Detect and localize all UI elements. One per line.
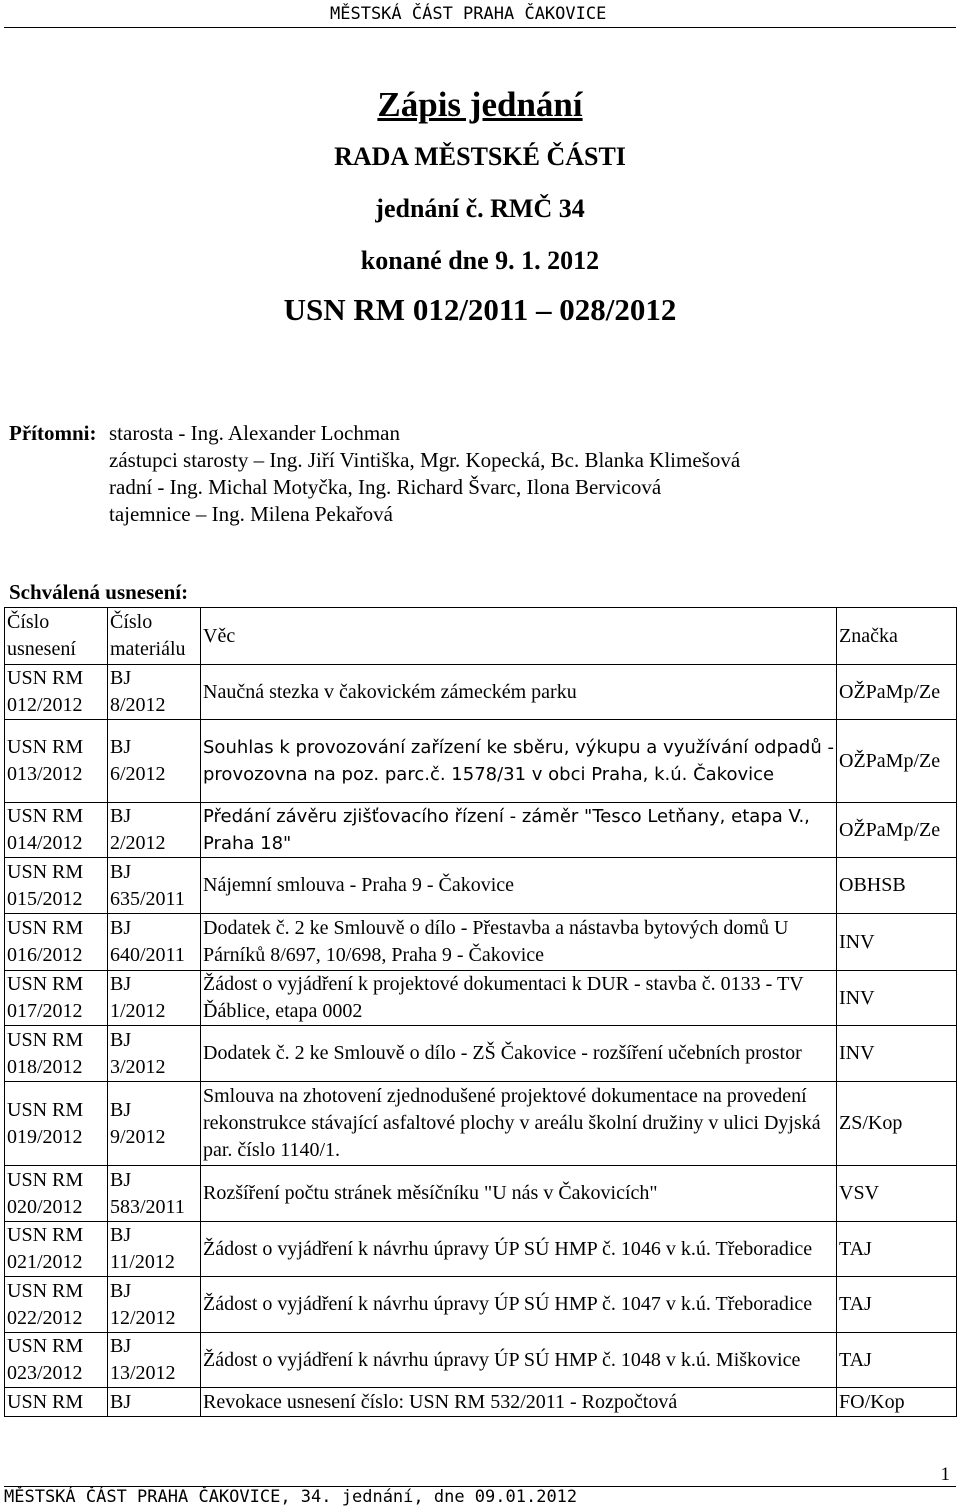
table-row bbox=[5, 1082, 957, 1166]
present-secretary: tajemnice – Ing. Milena Pekařová bbox=[109, 502, 393, 526]
header-subject: Věc bbox=[201, 608, 837, 665]
mark-cell: OŽPaMp/Ze bbox=[837, 720, 957, 803]
subject-cell: Dodatek č. 2 ke Smlouvě o dílo - Přestavba a nástavba bytových domů U Párníků 8/697, 10/698, Praha 9 - Čakovice bbox=[201, 914, 837, 971]
resolution-number-cell: USN RM 012/2012 bbox=[5, 665, 108, 720]
material-number-cell: BJ 9/2012 bbox=[108, 1082, 201, 1166]
header-material-number: Číslo materiálu bbox=[108, 608, 201, 665]
subject-cell: Nájemní smlouva - Praha 9 - Čakovice bbox=[201, 858, 837, 914]
resolution-number-cell: USN RM 013/2012 bbox=[5, 720, 108, 803]
material-number-cell: BJ 1/2012 bbox=[108, 971, 201, 1026]
footer-text: MĚSTSKÁ ČÁST PRAHA ČAKOVICE, 34. jednání, dne 09.01.2012 bbox=[4, 1487, 578, 1507]
table-row bbox=[5, 720, 957, 803]
present-mayor: starosta - Ing. Alexander Lochman bbox=[109, 421, 400, 445]
subject-cell: Naučná stezka v čakovickém zámeckém parku bbox=[201, 665, 837, 720]
subject-cell: Žádost o vyjádření k návrhu úpravy ÚP SÚ HMP č. 1047 v k.ú. Třeboradice bbox=[201, 1277, 837, 1333]
resolution-number-cell: USN RM 023/2012 bbox=[5, 1333, 108, 1388]
table-row bbox=[5, 1026, 957, 1082]
mark-cell: INV bbox=[837, 1026, 957, 1082]
mark-cell: TAJ bbox=[837, 1277, 957, 1333]
table-row bbox=[5, 858, 957, 914]
header-text: MĚSTSKÁ ČÁST PRAHA ČAKOVICE bbox=[330, 4, 607, 24]
table-row bbox=[5, 914, 957, 971]
mark-cell: OŽPaMp/Ze bbox=[837, 665, 957, 720]
mark-cell: TAJ bbox=[837, 1333, 957, 1388]
meeting-date: konané dne 9. 1. 2012 bbox=[360, 246, 600, 275]
subject-cell: Souhlas k provozování zařízení ke sběru, výkupu a využívání odpadů - provozovna na poz. parc.č. 1578/31 v obci Praha, k.ú. Čakovice bbox=[201, 720, 837, 803]
table-row bbox=[5, 1222, 957, 1277]
table-row bbox=[5, 665, 957, 720]
section-title: Schválená usnesení: bbox=[9, 580, 189, 604]
present-label: Přítomni: bbox=[9, 421, 97, 445]
resolution-range: USN RM 012/2011 – 028/2012 bbox=[283, 292, 677, 327]
material-number-cell: BJ bbox=[108, 1388, 201, 1417]
material-number-cell: BJ 635/2011 bbox=[108, 858, 201, 914]
present-councillors: radní - Ing. Michal Motyčka, Ing. Richard Švarc, Ilona Bervicová bbox=[109, 475, 662, 499]
table-header-row bbox=[5, 608, 957, 665]
material-number-cell: BJ 3/2012 bbox=[108, 1026, 201, 1082]
material-number-cell: BJ 12/2012 bbox=[108, 1277, 201, 1333]
resolution-number-cell: USN RM 021/2012 bbox=[5, 1222, 108, 1277]
table-row bbox=[5, 803, 957, 858]
header-rule bbox=[4, 27, 956, 28]
subject-cell: Předání závěru zjišťovacího řízení - záměr "Tesco Letňany, etapa V., Praha 18" bbox=[201, 803, 837, 858]
resolution-number-cell: USN RM 019/2012 bbox=[5, 1082, 108, 1166]
resolution-number-cell: USN RM 015/2012 bbox=[5, 858, 108, 914]
mark-cell: OBHSB bbox=[837, 858, 957, 914]
subject-cell: Revokace usnesení číslo: USN RM 532/2011 - Rozpočtová bbox=[201, 1388, 837, 1417]
material-number-cell: BJ 8/2012 bbox=[108, 665, 201, 720]
header-mark: Značka bbox=[837, 608, 957, 665]
material-number-cell: BJ 583/2011 bbox=[108, 1166, 201, 1222]
subject-cell: Žádost o vyjádření k návrhu úpravy ÚP SÚ HMP č. 1048 v k.ú. Miškovice bbox=[201, 1333, 837, 1388]
mark-cell: FO/Kop bbox=[837, 1388, 957, 1417]
resolution-number-cell: USN RM 017/2012 bbox=[5, 971, 108, 1026]
resolutions-table bbox=[4, 607, 957, 1417]
resolution-number-cell: USN RM 014/2012 bbox=[5, 803, 108, 858]
mark-cell: VSV bbox=[837, 1166, 957, 1222]
table-row bbox=[5, 1277, 957, 1333]
meeting-number: jednání č. RMČ 34 bbox=[375, 194, 585, 223]
council-name: RADA MĚSTSKÉ ČÁSTI bbox=[334, 142, 626, 171]
page-header bbox=[0, 0, 960, 28]
subject-cell: Žádost o vyjádření k návrhu úpravy ÚP SÚ HMP č. 1046 v k.ú. Třeboradice bbox=[201, 1222, 837, 1277]
resolution-number-cell: USN RM 016/2012 bbox=[5, 914, 108, 971]
mark-cell: INV bbox=[837, 914, 957, 971]
document-title: Zápis jednání bbox=[377, 85, 583, 124]
material-number-cell: BJ 13/2012 bbox=[108, 1333, 201, 1388]
subject-cell: Žádost o vyjádření k projektové dokumentaci k DUR - stavba č. 0133 - TV Ďáblice, etapa 0002 bbox=[201, 971, 837, 1026]
present-deputies: zástupci starosty – Ing. Jiří Vintiška, Mgr. Kopecká, Bc. Blanka Klimešová bbox=[109, 448, 741, 472]
mark-cell: OŽPaMp/Ze bbox=[837, 803, 957, 858]
subject-cell: Rozšíření počtu stránek měsíčníku "U nás v Čakovicích" bbox=[201, 1166, 837, 1222]
table-row bbox=[5, 971, 957, 1026]
header-resolution-number: Číslo usnesení bbox=[5, 608, 108, 665]
page-number: 1 bbox=[940, 1464, 950, 1485]
resolution-number-cell: USN RM 022/2012 bbox=[5, 1277, 108, 1333]
table-row bbox=[5, 1388, 957, 1417]
material-number-cell: BJ 6/2012 bbox=[108, 720, 201, 803]
resolution-number-cell: USN RM 020/2012 bbox=[5, 1166, 108, 1222]
material-number-cell: BJ 11/2012 bbox=[108, 1222, 201, 1277]
mark-cell: INV bbox=[837, 971, 957, 1026]
resolution-number-cell: USN RM bbox=[5, 1388, 108, 1417]
subject-cell: Smlouva na zhotovení zjednodušené projektové dokumentace na provedení rekonstrukce stávající asfaltové plochy v areálu školní družiny v ulici Dyjská par. číslo 1140/1. bbox=[201, 1082, 837, 1166]
material-number-cell: BJ 640/2011 bbox=[108, 914, 201, 971]
mark-cell: ZS/Kop bbox=[837, 1082, 957, 1166]
table-row bbox=[5, 1166, 957, 1222]
mark-cell: TAJ bbox=[837, 1222, 957, 1277]
subject-cell: Dodatek č. 2 ke Smlouvě o dílo - ZŠ Čakovice - rozšíření učebních prostor bbox=[201, 1026, 837, 1082]
table-row bbox=[5, 1333, 957, 1388]
resolution-number-cell: USN RM 018/2012 bbox=[5, 1026, 108, 1082]
material-number-cell: BJ 2/2012 bbox=[108, 803, 201, 858]
